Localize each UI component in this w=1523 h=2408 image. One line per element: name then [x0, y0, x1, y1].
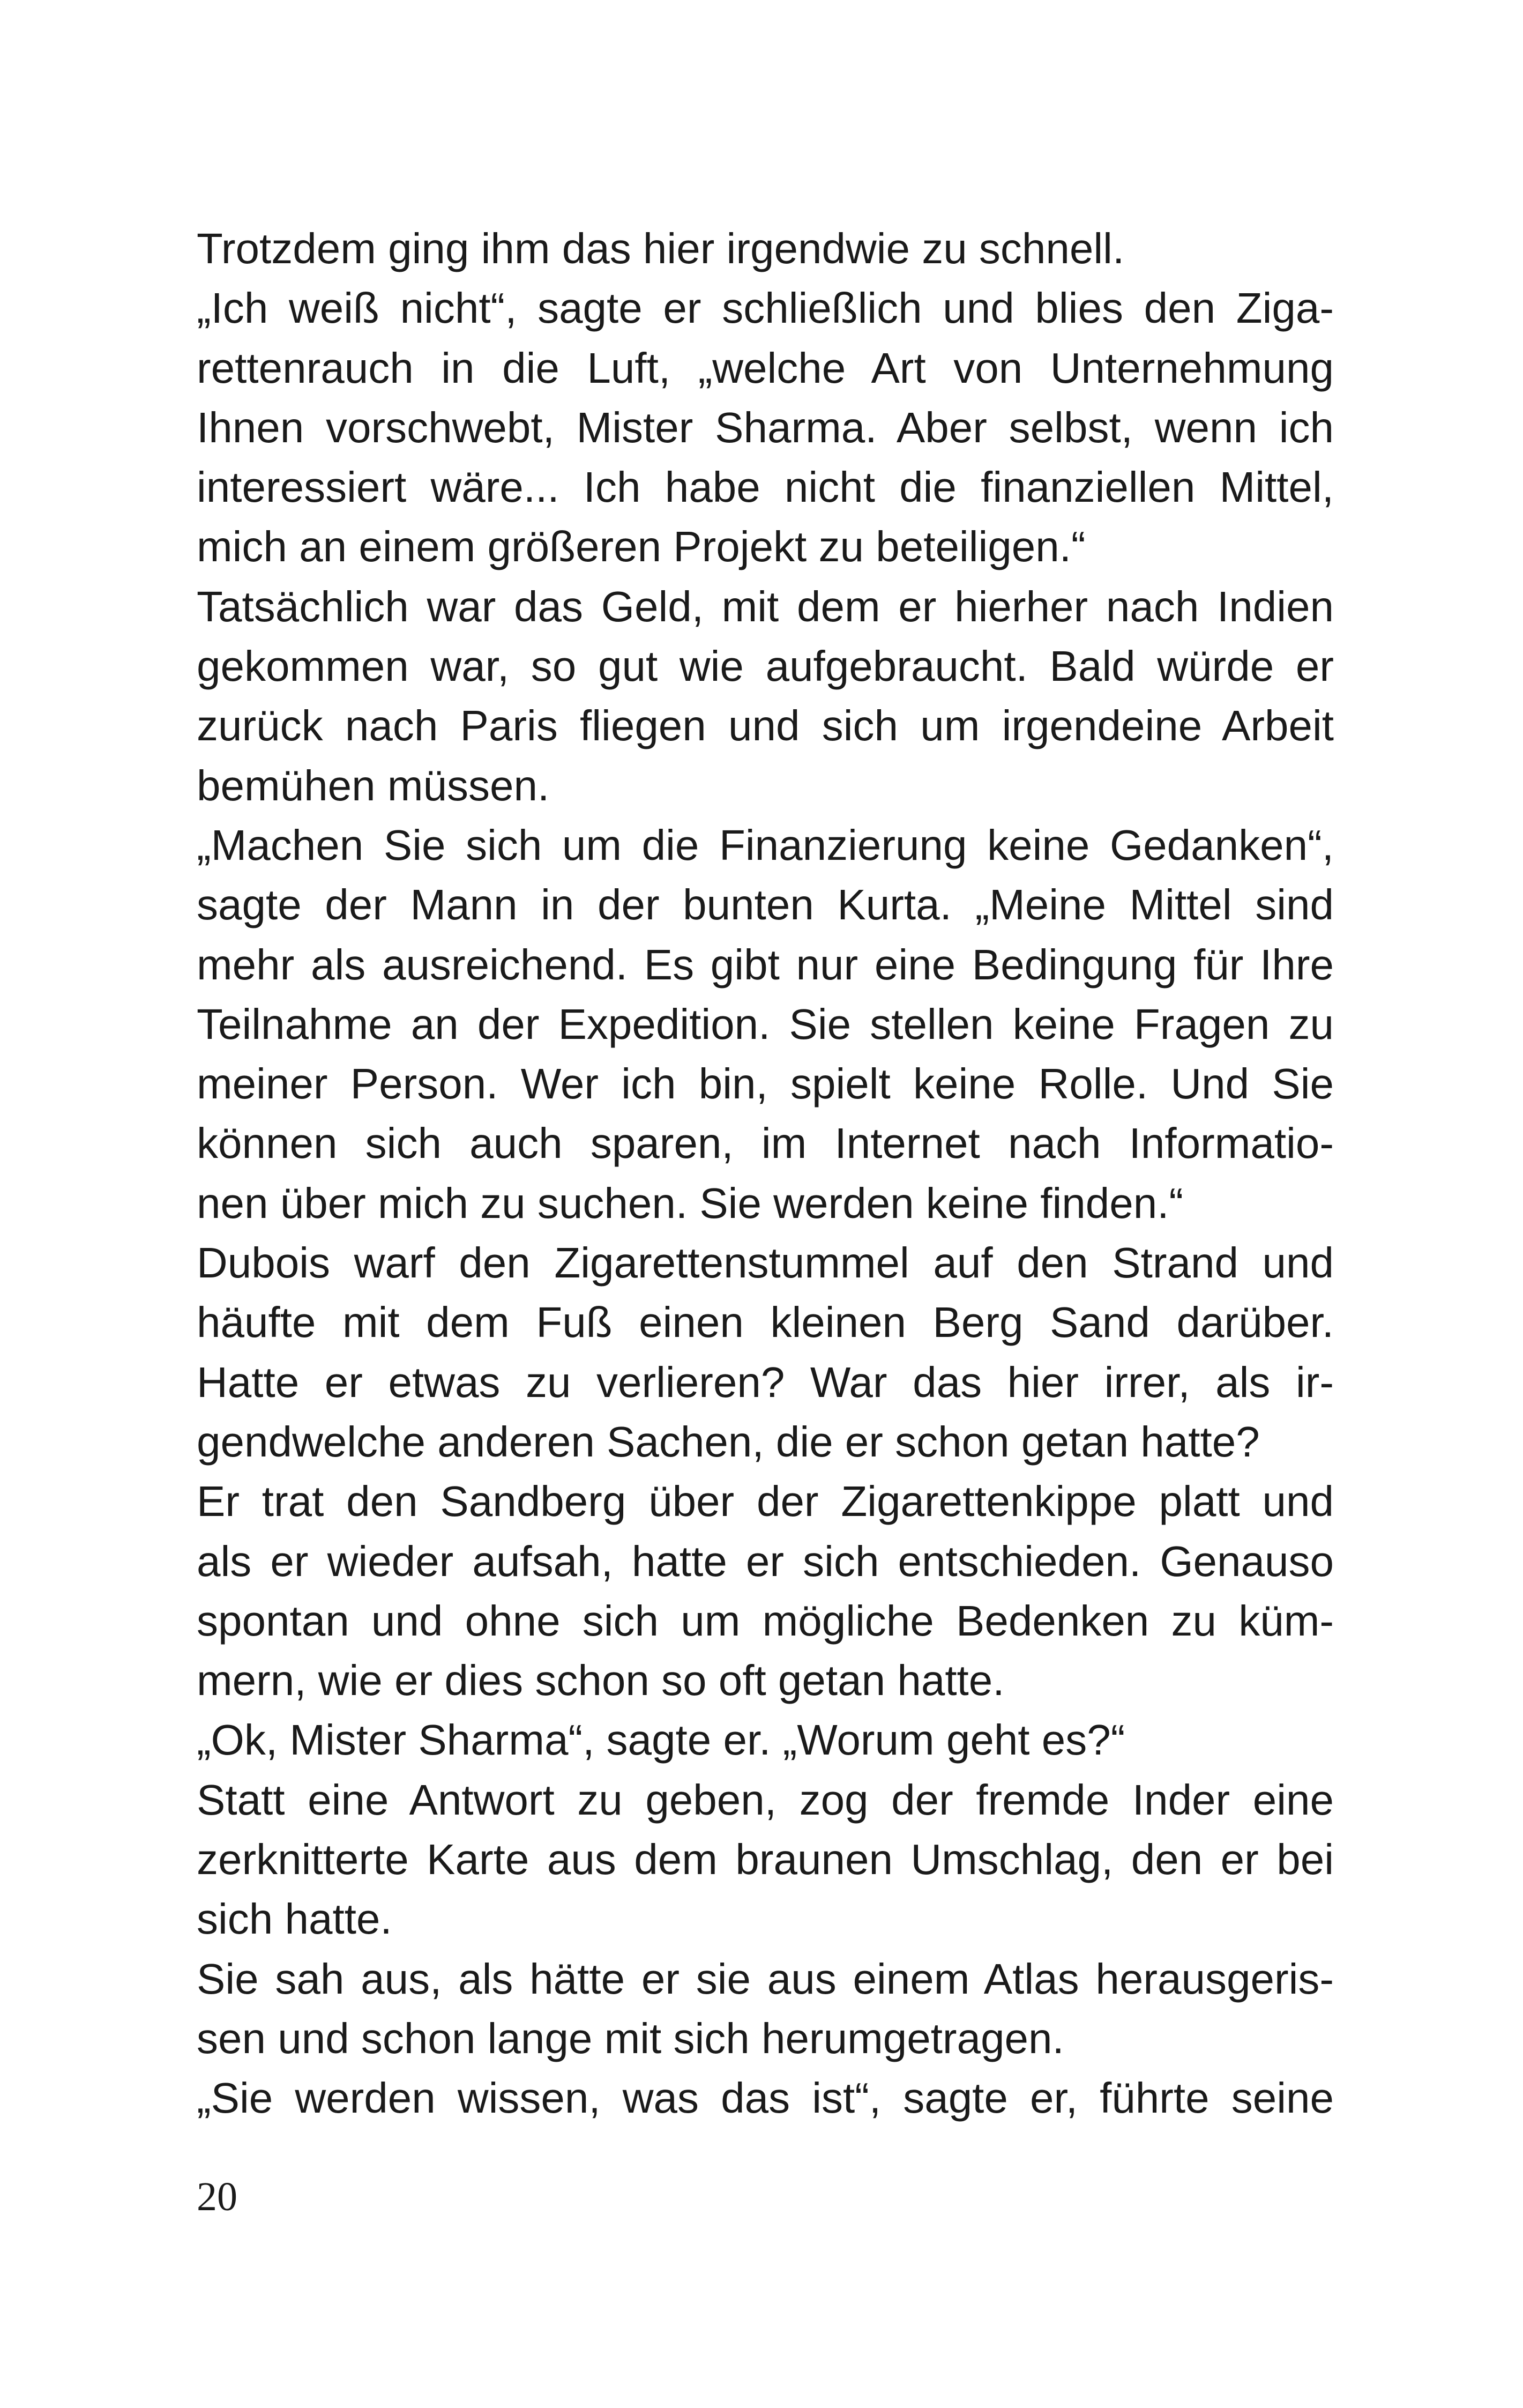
- text-line: Ihnen vorschwebt, Mister Sharma. Aber selbst, wenn ich: [197, 403, 1334, 451]
- page-number: 20: [197, 2174, 237, 2219]
- text-line: Dubois warf den Zigarettenstummel auf den Strand und: [197, 1239, 1334, 1287]
- text-line: spontan und ohne sich um mögliche Bedenken zu küm-: [197, 1596, 1334, 1645]
- text-line: rettenrauch in die Luft, „welche Art von Unternehmung: [197, 344, 1334, 392]
- text-line: Hatte er etwas zu verlieren? War das hier irrer, als ir-: [197, 1358, 1334, 1406]
- text-line: Teilnahme an der Expedition. Sie stellen keine Fragen zu: [197, 1000, 1334, 1048]
- text-line: Er trat den Sandberg über der Zigarettenkippe platt und: [197, 1477, 1334, 1526]
- text-line: „Ok, Mister Sharma“, sagte er. „Worum geht es?“: [197, 1716, 1125, 1764]
- text-line: sich hatte.: [197, 1895, 392, 1943]
- text-line: bemühen müssen.: [197, 761, 550, 809]
- text-line: interessiert wäre... Ich habe nicht die finanziellen Mittel,: [197, 463, 1334, 511]
- text-line: gendwelche anderen Sachen, die er schon getan hatte?: [197, 1417, 1260, 1466]
- text-line: Statt eine Antwort zu geben, zog der fremde Inder eine: [197, 1775, 1334, 1824]
- text-line: zurück nach Paris fliegen und sich um irgendeine Arbeit: [197, 702, 1334, 750]
- text-line: Tatsächlich war das Geld, mit dem er hierher nach Indien: [197, 582, 1334, 630]
- text-line: sagte der Mann in der bunten Kurta. „Meine Mittel sind: [197, 881, 1334, 929]
- text-line: Sie sah aus, als hätte er sie aus einem Atlas herausgeris-: [197, 1954, 1334, 2003]
- text-line: mich an einem größeren Projekt zu beteiligen.“: [197, 523, 1086, 571]
- body-text: [197, 219, 1334, 2128]
- text-line: gekommen war, so gut wie aufgebraucht. Bald würde er: [197, 642, 1334, 690]
- text-line: „Ich weiß nicht“, sagte er schließlich und blies den Ziga-: [197, 284, 1334, 332]
- text-line: „Sie werden wissen, was das ist“, sagte er, führte seine: [197, 2074, 1334, 2122]
- text-line: „Machen Sie sich um die Finanzierung keine Gedanken“,: [197, 821, 1334, 869]
- text-line: mehr als ausreichend. Es gibt nur eine Bedingung für Ihre: [197, 940, 1334, 989]
- text-line: sen und schon lange mit sich herumgetragen.: [197, 2014, 1064, 2062]
- text-line: nen über mich zu suchen. Sie werden keine finden.“: [197, 1179, 1184, 1227]
- text-line: häufte mit dem Fuß einen kleinen Berg Sand darüber.: [197, 1298, 1334, 1347]
- text-line: können sich auch sparen, im Internet nach Informatio-: [197, 1119, 1334, 1168]
- text-line: zerknitterte Karte aus dem braunen Umschlag, den er bei: [197, 1835, 1334, 1884]
- text-line: Trotzdem ging ihm das hier irgendwie zu schnell.: [197, 225, 1125, 272]
- text-line: mern, wie er dies schon so oft getan hatte.: [197, 1656, 1005, 1705]
- text-line: als er wieder aufsah, hatte er sich entschieden. Genauso: [197, 1537, 1334, 1585]
- text-line: meiner Person. Wer ich bin, spielt keine Rolle. Und Sie: [197, 1060, 1334, 1108]
